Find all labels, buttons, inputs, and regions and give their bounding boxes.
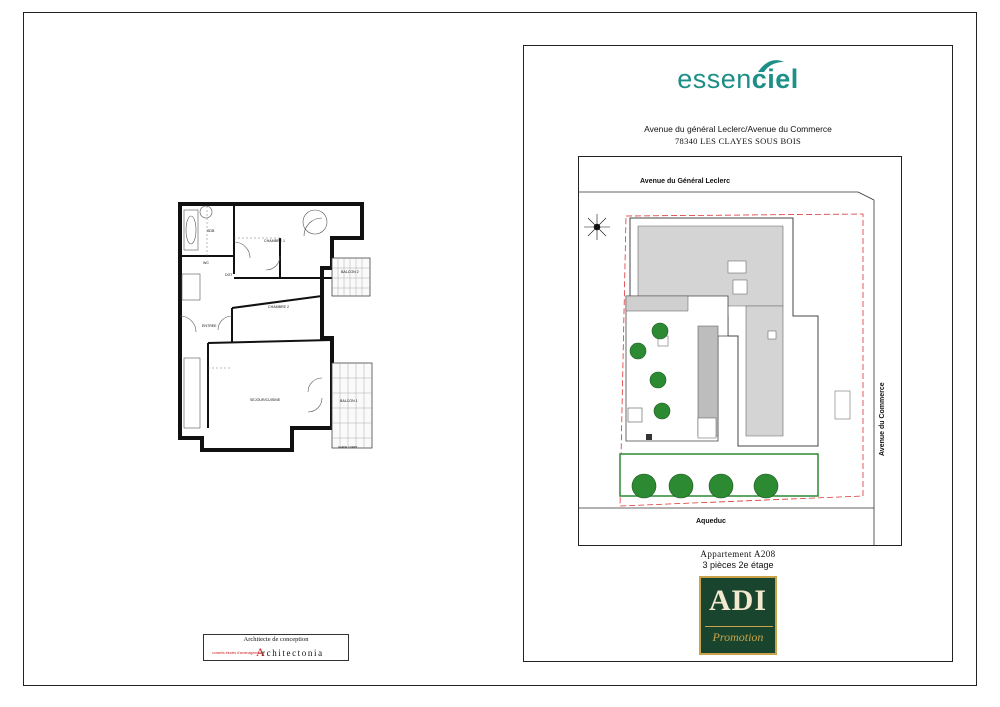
apartment-floor-plan <box>172 198 382 460</box>
architect-name: rchitectonia <box>262 648 324 658</box>
room-label-living: SEJOUR/CUISINE <box>250 398 281 402</box>
architect-caption: Architecte de conception <box>243 636 309 643</box>
address-line-2: 78340 LES CLAYES SOUS BOIS <box>674 136 802 146</box>
street-north-label: Avenue du Général Leclerc <box>640 178 730 185</box>
apartment-subtitle: 3 pièces 2e étage <box>702 560 774 570</box>
brand-swoosh-icon <box>756 58 786 74</box>
room-label-balcony-2: BALCON 2 <box>341 270 359 274</box>
room-label-entry: ENTREE <box>202 324 217 328</box>
essenciel-logo <box>524 64 952 95</box>
brand-part-2: ciel <box>751 64 799 94</box>
street-south-label: Aqueduc <box>696 518 726 525</box>
room-label-balcony-1: BALCON 1 <box>340 399 358 403</box>
architect-initial: A <box>256 645 265 659</box>
brand-part-1: essen <box>677 64 752 94</box>
adi-promotion-logo <box>699 576 777 655</box>
apartment-title: Appartement A208 <box>700 549 776 559</box>
address-line-1: Avenue du général Leclerc/Avenue du Commerce <box>644 124 832 134</box>
room-label-wc: WC <box>203 261 209 265</box>
room-label-bath: SDB <box>207 229 215 233</box>
street-east-label: Avenue du Commerce <box>879 382 886 456</box>
adi-logo-word: Promotion <box>712 630 764 644</box>
project-info-panel <box>523 45 953 662</box>
room-label-bedroom-1: CHAMBRE 1 <box>264 239 285 243</box>
architect-credit-box <box>203 634 349 661</box>
architect-tagline: conseils études d'aménagement <box>212 651 263 655</box>
architect-logo <box>212 647 342 659</box>
room-label-hall: DGT <box>225 273 233 277</box>
site-plan <box>578 156 902 546</box>
room-label-railing: GARDE CORPS <box>338 446 358 449</box>
adi-logo-letters: ADI <box>708 584 767 617</box>
room-label-bedroom-2: CHAMBRE 2 <box>268 305 289 309</box>
